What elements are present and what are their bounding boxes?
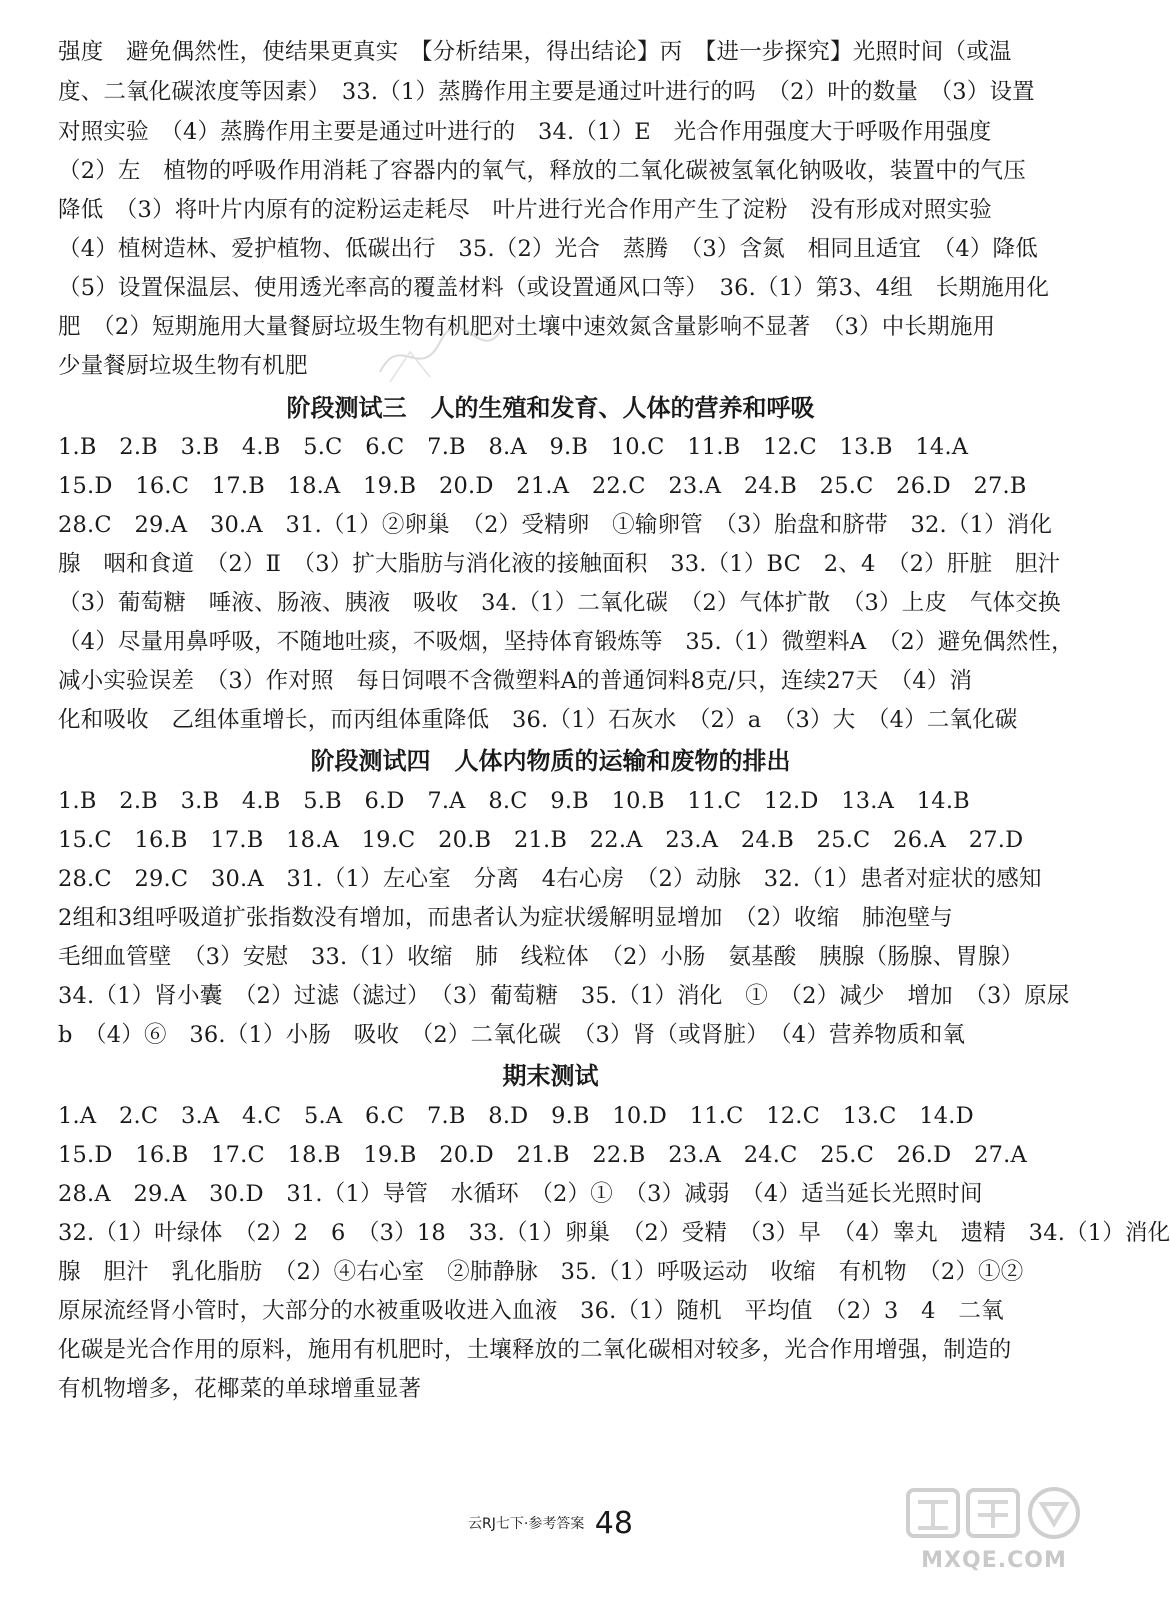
section-heading: 阶段测试四 人体内物质的运输和废物的排出 <box>310 747 791 775</box>
answer-line: 32.（1）叶绿体 （2）2 6 （3）18 33.（1）卵巢 （2）受精 （3）早 （4）睾丸 遗精 34.（1）消化 <box>58 1220 1170 1246</box>
answer-line: 28.A 29.A 30.D 31.（1）导管 水循环 （2）① （3）减弱 （4）适当延长光照时间 <box>58 1181 983 1207</box>
answer-line: 1.B 2.B 3.B 4.B 5.B 6.D 7.A 8.C 9.B 10.B 11.C 12.D 13.A 14.B <box>58 788 970 814</box>
answer-line: 34.（1）肾小囊 （2）过滤（滤过） （3）葡萄糖 35.（1）消化 ① （2）减少 增加 （3）原尿 <box>58 983 1070 1009</box>
answer-line: （4）植树造林、爱护植物、低碳出行 35.（2）光合 蒸腾 （3）含氮 相同且适宜 （4）降低 <box>58 236 1038 262</box>
answer-line: （2）左 植物的呼吸作用消耗了容器内的氧气，释放的二氧化碳被氢氧化钠吸收，装置中的气压 <box>58 158 1026 184</box>
answer-line: 2组和3组呼吸道扩张指数没有增加，而患者认为症状缓解明显增加 （2）收缩 肺泡壁与 <box>58 905 953 931</box>
answer-line: 减小实验误差 （3）作对照 每日饲喂不含微塑料A的普通饲料8克/只，连续27天 （4）消 <box>58 668 973 694</box>
answer-line: 度、二氧化碳浓度等因素） 33.（1）蒸腾作用主要是通过叶进行的吗 （2）叶的数量 （3）设置 <box>58 79 1035 105</box>
answer-line: 15.D 16.B 17.C 18.B 19.B 20.D 21.B 22.B 23.A 24.C 25.C 26.D 27.A <box>58 1142 1027 1168</box>
pencil-scribble <box>370 312 510 392</box>
answer-line: 化碳是光合作用的原料，施用有机肥时，土壤释放的二氧化碳相对较多，光合作用增强，制造的 <box>58 1337 1012 1363</box>
answer-line: 降低 （3）将叶片内原有的淀粉运走耗尽 叶片进行光合作用产生了淀粉 没有形成对照实验 <box>58 197 992 223</box>
answer-line: 少量餐厨垃圾生物有机肥 <box>58 353 308 379</box>
answer-line: 腺 胆汁 乳化脂肪 （2）④右心室 ②肺静脉 35.（1）呼吸运动 收缩 有机物 （2）①② <box>58 1259 1024 1285</box>
answer-line: 有机物增多，花椰菜的单球增重显著 <box>58 1376 422 1402</box>
watermark-logo <box>904 1482 1084 1544</box>
answer-line: 腺 咽和食道 （2）Ⅱ （3）扩大脂肪与消化液的接触面积 33.（1）BC 2、4 （2）肝脏 胆汁 <box>58 551 1061 577</box>
footer-label: 云RJ七下·参考答案 <box>468 1516 585 1532</box>
answer-line: 1.B 2.B 3.B 4.B 5.C 6.C 7.B 8.A 9.B 10.C 11.B 12.C 13.B 14.A <box>58 434 969 460</box>
answer-line: 对照实验 （4）蒸腾作用主要是通过叶进行的 34.（1）E 光合作用强度大于呼吸作用强度 <box>58 119 992 145</box>
page-number: 48 <box>594 1506 633 1541</box>
answer-line: 肥 （2）短期施用大量餐厨垃圾生物有机肥对土壤中速效氮含量影响不显著 （3）中长期施用 <box>58 314 996 340</box>
answer-line: b （4）⑥ 36.（1）小肠 吸收 （2）二氧化碳 （3）肾（或肾脏） （4）营养物质和氧 <box>58 1022 966 1048</box>
answer-line: （5）设置保温层、使用透光率高的覆盖材料（或设置通风口等） 36.（1）第3、4组 长期施用化 <box>58 275 1050 301</box>
answer-line: （4）尽量用鼻呼吸，不随地吐痰，不吸烟，坚持体育锻炼等 35.（1）微塑料A （2）避免偶然性， <box>58 629 1074 655</box>
answer-line: 原尿流经肾小管时，大部分的水被重吸收进入血液 36.（1）随机 平均值 （2）3 4 二氧 <box>58 1298 1004 1324</box>
answer-line: 15.C 16.B 17.B 18.A 19.C 20.B 21.B 22.A 23.A 24.B 25.C 26.A 27.D <box>58 827 1024 853</box>
answer-line: 15.D 16.C 17.B 18.A 19.B 20.D 21.A 22.C 23.A 24.B 25.C 26.D 27.B <box>58 473 1027 499</box>
section-heading: 阶段测试三 人的生殖和发育、人体的营养和呼吸 <box>286 394 815 422</box>
answer-line: 强度 避免偶然性，使结果更真实 【分析结果，得出结论】丙 【进一步探究】光照时间（或温 <box>58 39 1012 65</box>
answer-line: 28.C 29.C 30.A 31.（1）左心室 分离 4右心房 （2）动脉 32.（1）患者对症状的感知 <box>58 866 1042 892</box>
answer-line: 28.C 29.A 30.A 31.（1）②卵巢 （2）受精卵 ①输卵管 （3）胎盘和脐带 32.（1）消化 <box>58 512 1053 538</box>
watermark <box>904 1482 1084 1582</box>
answer-line: （3）葡萄糖 唾液、肠液、胰液 吸收 34.（1）二氧化碳 （2）气体扩散 （3）上皮 气体交换 <box>58 590 1061 616</box>
answer-line: 1.A 2.C 3.A 4.C 5.A 6.C 7.B 8.D 9.B 10.D 11.C 12.C 13.C 14.D <box>58 1103 974 1129</box>
answer-line: 毛细血管壁 （3）安慰 33.（1）收缩 肺 线粒体 （2）小肠 氨基酸 胰腺（肠腺、胃腺） <box>58 944 1024 970</box>
section-heading: 期末测试 <box>502 1062 599 1090</box>
watermark-url: MXQE.COM <box>921 1548 1067 1573</box>
answer-line: 化和吸收 乙组体重增长，而丙组体重降低 36.（1）石灰水 （2）a （3）大 （4）二氧化碳 <box>58 707 1018 733</box>
